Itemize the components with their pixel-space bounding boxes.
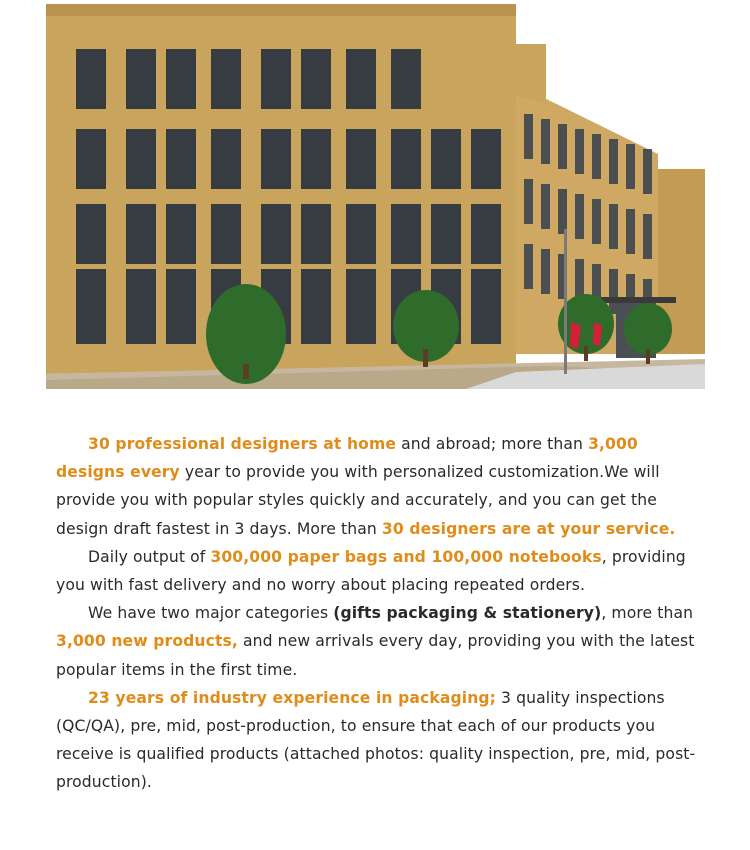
window — [592, 134, 601, 179]
window — [76, 269, 106, 344]
window — [346, 49, 376, 109]
paragraph-designers — [56, 430, 706, 543]
window — [471, 204, 501, 264]
window — [126, 49, 156, 109]
window — [592, 199, 601, 244]
window — [166, 49, 196, 109]
window — [301, 49, 331, 109]
highlight-designs-count: 3,000 designs every — [56, 435, 638, 482]
text-run: , more than — [601, 604, 694, 623]
window — [391, 204, 421, 264]
factory-building-photo — [46, 4, 705, 389]
window — [346, 269, 376, 344]
paragraph-output — [56, 543, 706, 599]
paragraph-experience — [56, 684, 706, 797]
window — [575, 129, 584, 174]
window — [391, 129, 421, 189]
highlight-experience: 23 years of industry experience in packaging; — [88, 688, 496, 707]
window — [609, 204, 618, 249]
highlight-service: 30 designers are at your service. — [381, 519, 676, 538]
text-run: and new arrivals every day, providing you with the latest popular items in the first time. — [56, 632, 695, 679]
window — [541, 119, 550, 164]
window — [76, 129, 106, 189]
window — [346, 129, 376, 189]
window — [261, 49, 291, 109]
window — [524, 179, 533, 224]
window — [301, 129, 331, 189]
window — [626, 144, 635, 189]
window — [558, 189, 567, 234]
window — [126, 129, 156, 189]
window — [126, 269, 156, 344]
window — [524, 244, 533, 289]
window — [166, 204, 196, 264]
window — [471, 129, 501, 189]
window — [643, 214, 652, 259]
factory-building-image — [46, 4, 705, 389]
text-run: Daily output of — [88, 547, 211, 566]
highlight-new-products: 3,000 new products, — [56, 632, 238, 651]
highlight-designers: 30 professional designers at home — [88, 435, 397, 453]
text-run: 3 quality inspections (QC/QA), pre, mid, post-production, to ensure that each of our products you receive is qualified products (attached photos: quality inspection, pre, mid, post-production). — [56, 688, 696, 792]
window — [301, 204, 331, 264]
text-run: , providing you with fast delivery and no worry about placing repeated orders. — [56, 547, 686, 595]
window — [261, 129, 291, 189]
window — [76, 204, 106, 264]
window — [575, 194, 584, 239]
window — [211, 204, 241, 264]
company-description — [56, 430, 706, 797]
paragraph-categories — [56, 599, 706, 684]
text-run: year to provide you with personalized customization.We will provide you with popular styles quickly and accurately, and you can get the design draft fastest in 3 days. More than — [56, 463, 660, 538]
window — [558, 124, 567, 169]
text-run: and abroad; more than — [396, 435, 589, 453]
window — [261, 204, 291, 264]
window — [524, 114, 533, 159]
window — [431, 204, 461, 264]
window — [166, 269, 196, 344]
window — [346, 204, 376, 264]
window — [166, 129, 196, 189]
window — [391, 49, 421, 109]
window — [541, 249, 550, 294]
window — [431, 129, 461, 189]
window — [126, 204, 156, 264]
window — [211, 49, 241, 109]
window — [541, 184, 550, 229]
bold-categories: (gifts packaging & stationery) — [333, 604, 602, 623]
window — [471, 269, 501, 344]
window — [626, 209, 635, 254]
window — [76, 49, 106, 109]
window — [643, 149, 652, 194]
window — [211, 129, 241, 189]
text-run: We have two major categories — [88, 604, 334, 623]
window — [609, 139, 618, 184]
highlight-output: 300,000 paper bags and 100,000 notebooks — [210, 547, 602, 566]
window — [301, 269, 331, 344]
